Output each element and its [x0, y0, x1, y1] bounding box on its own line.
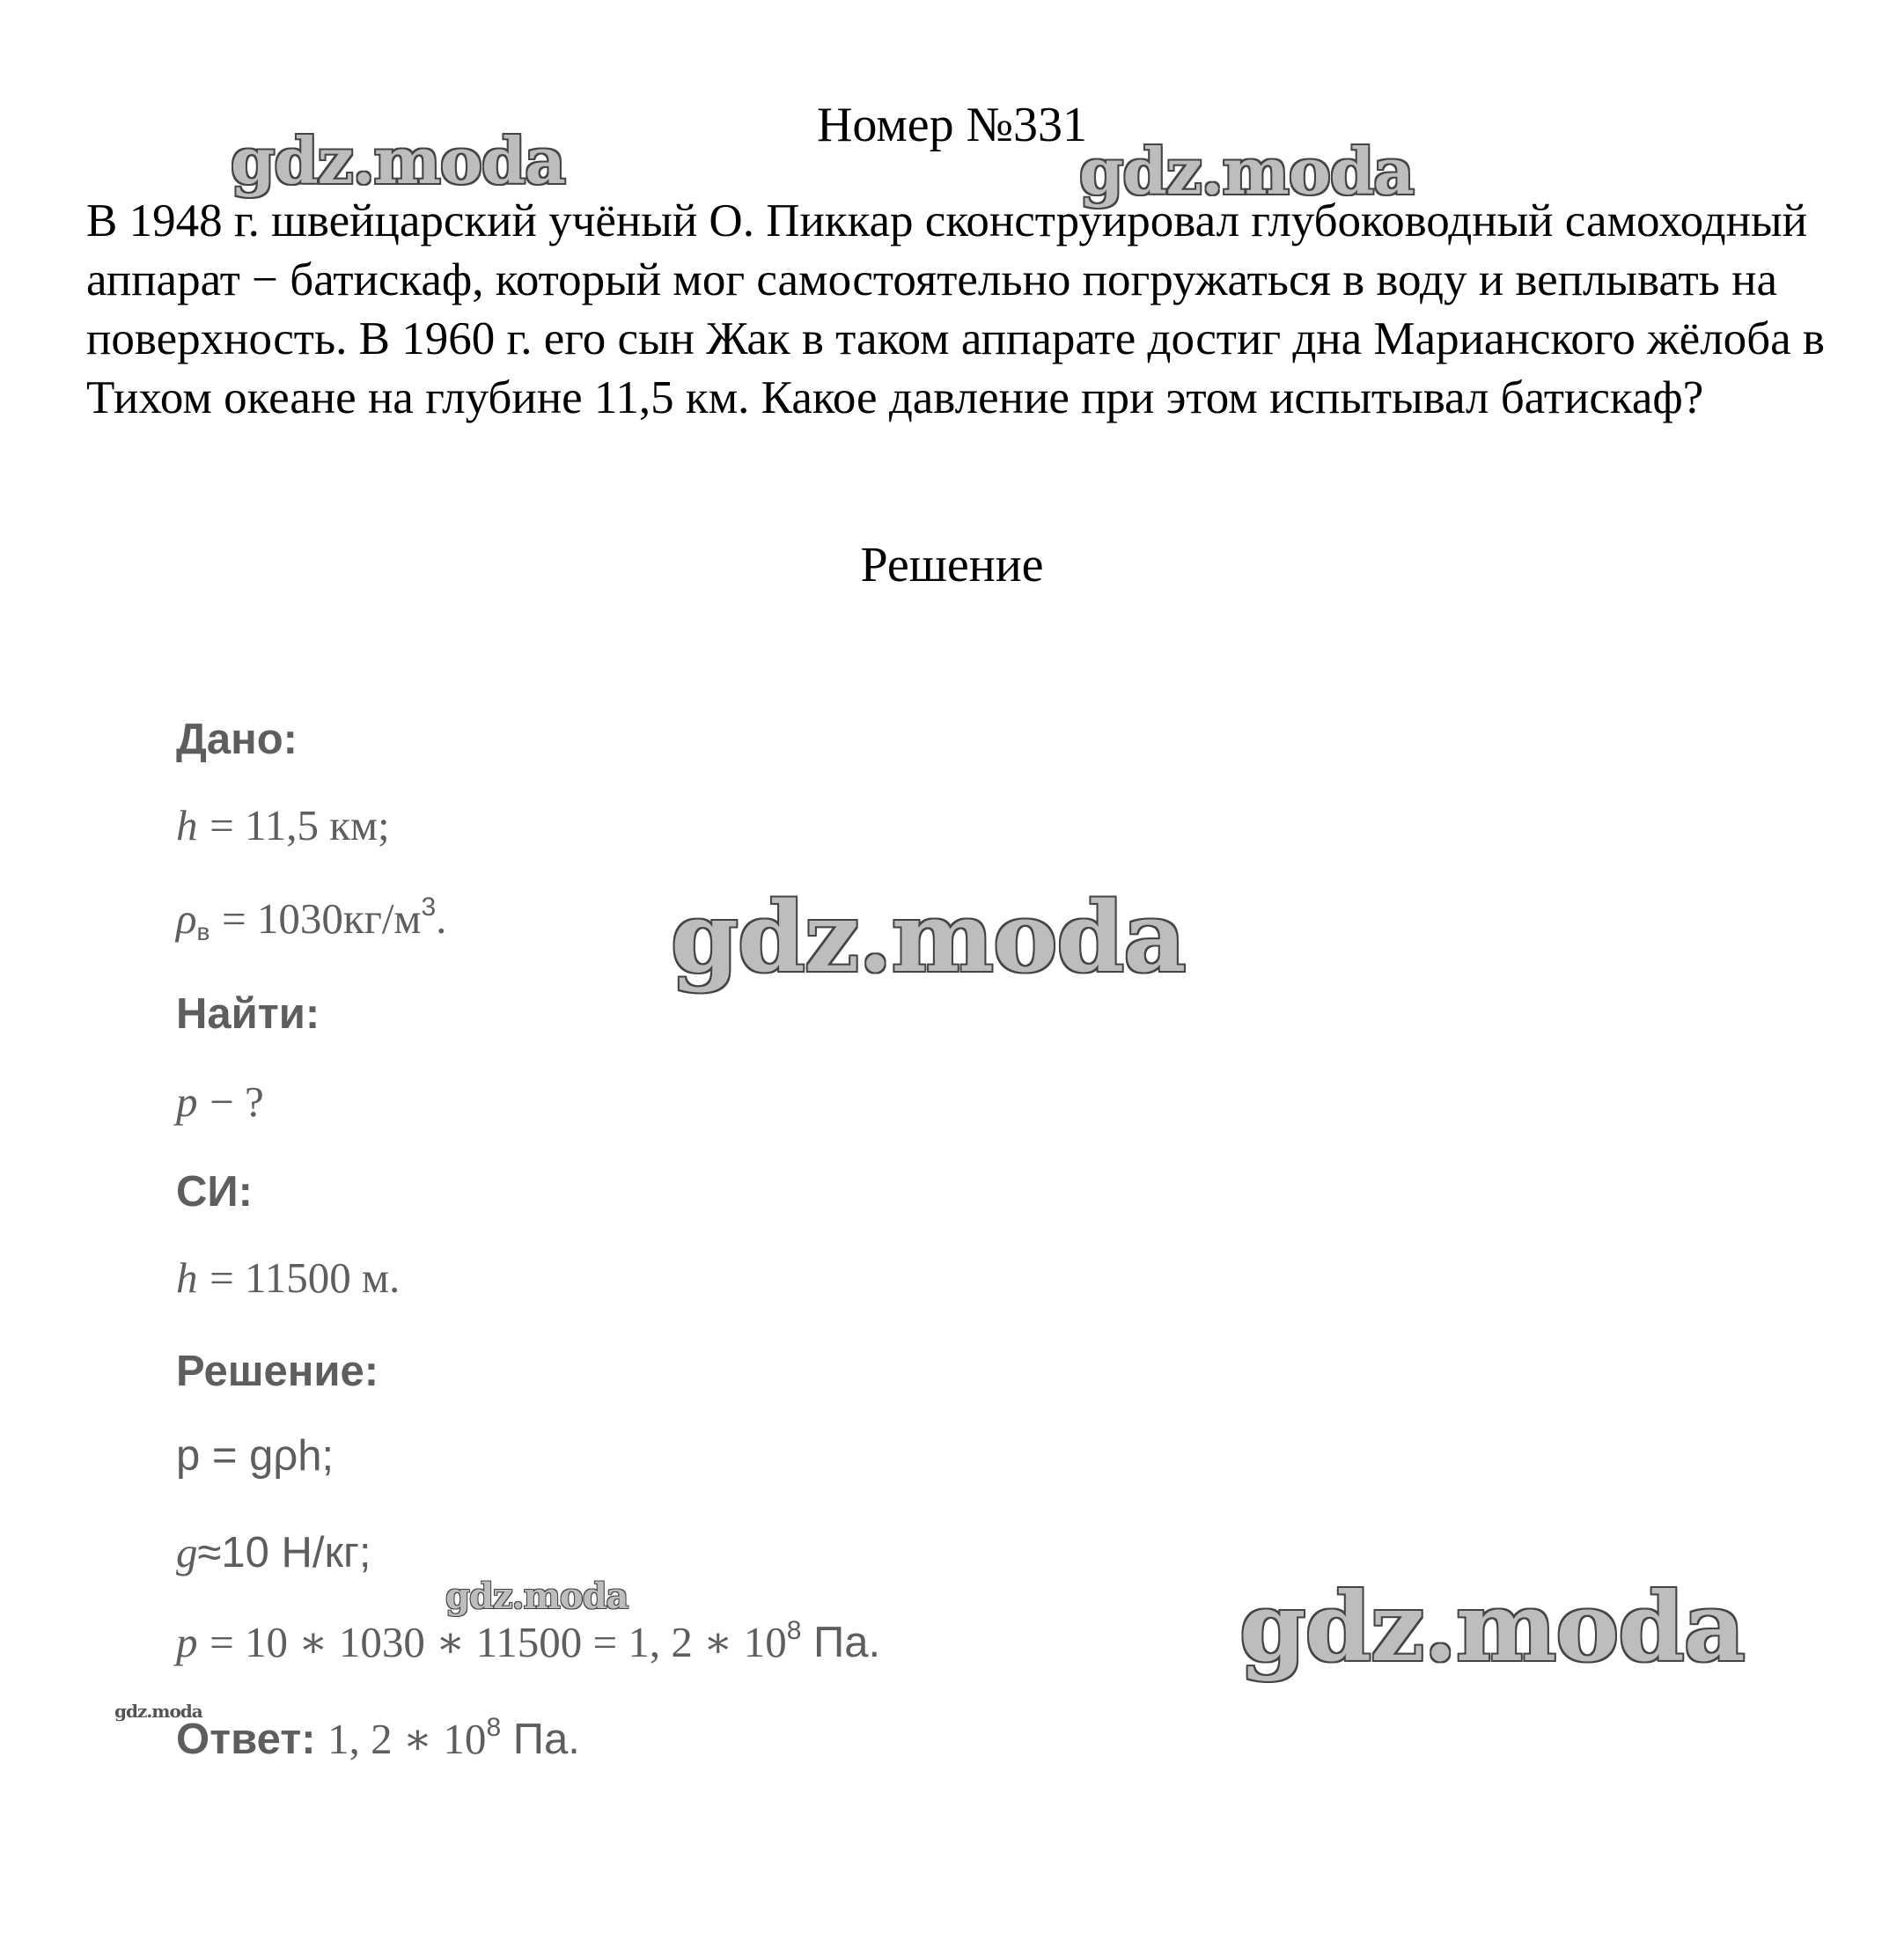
given-rho-exponent: 3: [421, 893, 437, 922]
solution-heading: Решение: [860, 538, 1044, 592]
given-rho-subscript: в: [196, 918, 210, 945]
watermark: gdz.moda: [1079, 134, 1414, 209]
answer-value: 1, 2 ∗ 10: [327, 1715, 487, 1763]
si-h: [176, 1253, 400, 1303]
calc-variable: p: [176, 1618, 198, 1666]
calc-expression: = 10 ∗ 1030 ∗ 11500 = 1, 2 ∗ 10: [210, 1618, 787, 1666]
watermark: gdz.moda: [445, 1576, 629, 1617]
find-p-rest: − ?: [210, 1077, 264, 1126]
si-h-value: = 11500 м.: [210, 1253, 401, 1302]
given-rho-variable: ρ: [176, 894, 197, 943]
problem-text: В 1948 г. швейцарский учёный О. Пиккар сконструировал глубоководный самоходный аппарат − батискаф, который мог самостоятельно погружаться в воду и веплывать на поверхность. В 1960 г. его сын Жак в таком аппарате достиг дна Марианского жёлоба в Тихом океане на глубине 11,5 км. Какое давление при этом испытывал батискаф?: [86, 195, 1825, 423]
solution-label: Решение:: [176, 1348, 379, 1395]
answer-unit: Па.: [501, 1716, 580, 1763]
g-variable: g: [176, 1528, 198, 1577]
si-h-variable: h: [176, 1253, 198, 1302]
calc-exponent: 8: [786, 1616, 802, 1645]
calculation: [176, 1618, 880, 1667]
given-rho: [176, 894, 446, 944]
page-title: Номер №331: [816, 98, 1088, 152]
answer-label: Ответ:: [176, 1716, 328, 1763]
find-label: Найти:: [176, 990, 320, 1038]
g-rest: ≈10 Н/кг;: [197, 1529, 371, 1577]
answer-exponent: 8: [486, 1713, 502, 1742]
given-label: Дано:: [176, 716, 298, 763]
calc-unit: Па.: [801, 1619, 881, 1666]
given-rho-end: .: [436, 894, 447, 943]
watermark: gdz.moda: [231, 123, 565, 198]
given-rho-value: = 1030кг/м: [222, 894, 422, 943]
g-value: [176, 1528, 371, 1577]
watermark: gdz.moda: [1239, 1572, 1745, 1683]
answer: [176, 1715, 580, 1764]
watermark: gdz.moda: [114, 1701, 202, 1722]
given-h-value: = 11,5 км;: [210, 801, 390, 849]
si-label: СИ:: [176, 1168, 253, 1216]
find-p-variable: p: [176, 1077, 198, 1126]
find-p: [176, 1077, 264, 1127]
given-h: [176, 801, 390, 850]
watermark: gdz.moda: [671, 880, 1186, 994]
formula: p = gρh;: [176, 1432, 334, 1480]
given-h-variable: h: [176, 801, 198, 849]
